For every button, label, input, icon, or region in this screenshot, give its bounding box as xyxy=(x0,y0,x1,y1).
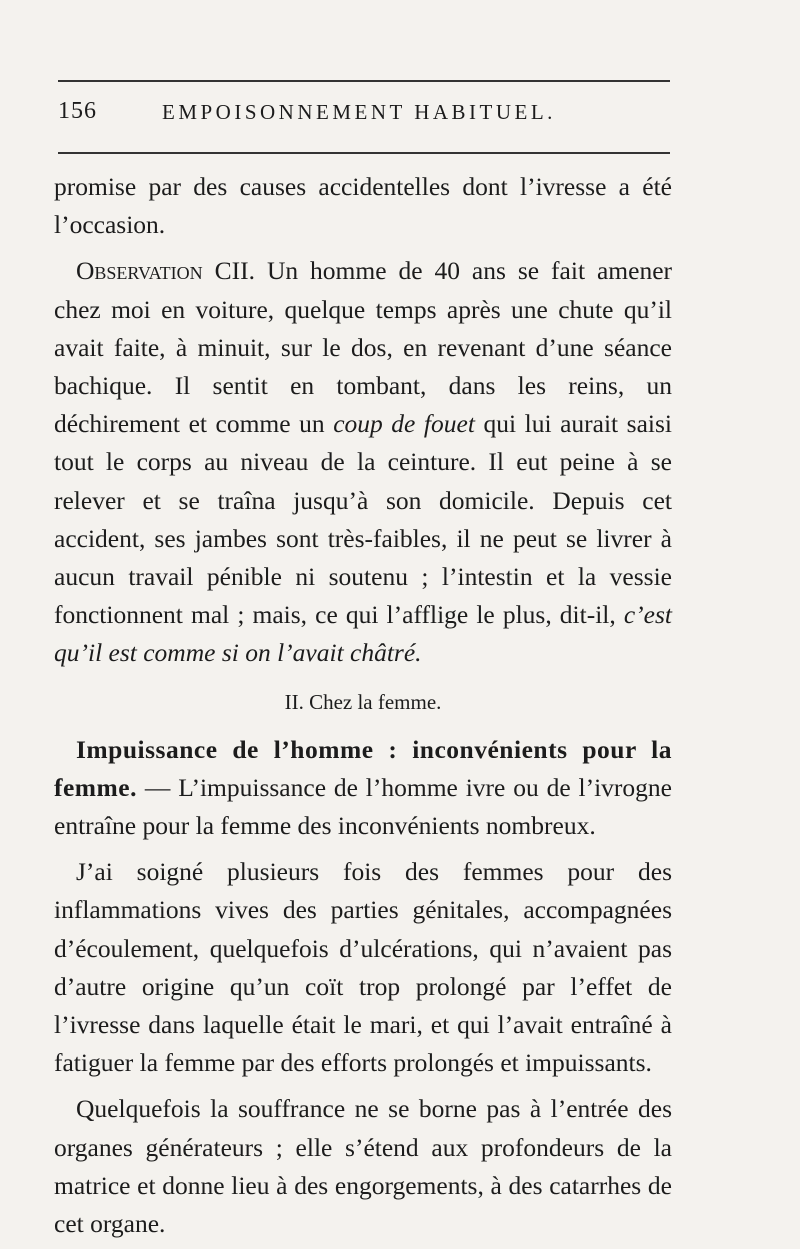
page-number: 156 xyxy=(58,98,97,124)
observation-italic-b: c’est qu’il est comme si on l’avait châtré. xyxy=(54,600,672,668)
impuissance-title: Impuissance de l’homme : inconvénients pour la femme. xyxy=(54,734,672,802)
header-rule-top xyxy=(58,80,670,82)
observation-text-a: Un homme de 40 ans se fait amener chez moi en voiture, quelque temps après une chute qu’il avait faite, à minuit, sur le dos, en revenant d’une séance bachique. Il sentit en tombant, dans les reins, un déchirement et comme un xyxy=(54,256,673,439)
running-head xyxy=(58,98,670,138)
observation-number: CII. xyxy=(214,256,255,286)
paragraph-continuation: promise par des causes accidentelles dont l’ivresse a été l’occasion. xyxy=(54,172,672,240)
observation-italic-a: coup de fouet xyxy=(333,409,475,439)
section-heading: II. Chez la femme. xyxy=(284,689,442,714)
observation-text-b: qui lui aurait saisi tout le corps au niveau de la ceinture. Il eut peine à se relever et se traîna jusqu’à son domicile. Depuis cet accident, ses jambes sont très-faibles, il ne peut se livrer à aucun travail pénible ni soutenu ; l’intestin et la vessie fonctionnent mal ; mais, ce qui l’afflige le plus, dit-il, xyxy=(54,409,673,630)
paragraph-impuissance xyxy=(54,731,672,846)
paragraph-quelquefois: Quelquefois la souffrance ne se borne pas à l’entrée des organes générateurs ; elle s’étend aux profondeurs de la matrice et donne lieu à des engorgements, à des catarrhes de cet organe. xyxy=(54,1094,672,1239)
running-title: EMPOISONNEMENT HABITUEL. xyxy=(162,100,556,124)
body-text xyxy=(54,168,672,1243)
paragraph-soigne: J’ai soigné plusieurs fois des femmes pour des inflammations vives des parties génitales, accompagnées d’écoulement, quelquefois d’ulcérations, qui n’avaient pas d’autre origine qu’un coït trop prolongé par l’effet de l’ivresse dans laquelle était le mari, et qui l’avait entraîné à fatiguer la femme par des efforts prolongés et impuissants. xyxy=(54,857,672,1078)
paragraph-observation xyxy=(54,252,672,672)
header-rule-bottom xyxy=(58,152,670,154)
impuissance-text: — L’impuissance de l’homme ivre ou de l’ivrogne entraîne pour la femme des inconvénients nombreux. xyxy=(54,772,672,841)
observation-label: Observation xyxy=(76,256,203,286)
